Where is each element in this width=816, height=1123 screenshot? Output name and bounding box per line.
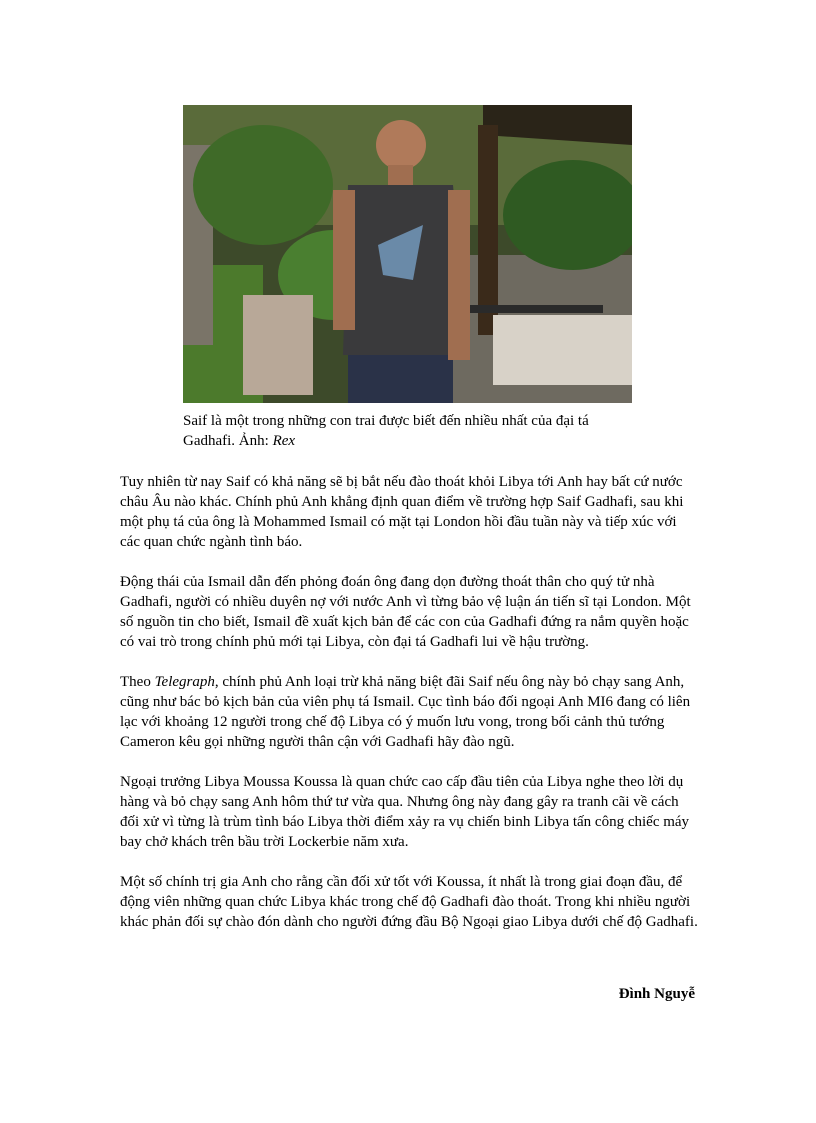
caption-credit: Rex xyxy=(272,433,296,449)
caption-text: Saif là một trong những con trai được biết đến nhiều nhất của đại tá Gadhafi. Ảnh: xyxy=(183,413,589,449)
author-name: Đình Nguyễ xyxy=(618,986,695,1002)
source-telegraph: Telegraph xyxy=(154,674,215,690)
photo-caption xyxy=(183,411,643,451)
article-body xyxy=(120,472,698,952)
paragraph-4: Ngoại trưởng Libya Moussa Koussa là quan chức cao cấp đầu tiên của Libya nghe theo lời dụ hàng và bỏ chạy sang Anh hôm thứ tư vừa qua. Nhưng ông này đang gây ra tranh cãi về cách đối xử vì từng là trùm tình báo Libya thời điểm xảy ra vụ chiến binh Libya tấn công chiếc máy bay chở khách trên bầu trời Lockerbie năm xưa. xyxy=(120,774,690,850)
paragraph-5: Một số chính trị gia Anh cho rằng cần đối xử tốt với Koussa, ít nhất là trong giai đoạn đầu, để động viên những quan chức Libya khác trong chế độ Gadhafi đào thoát. Trong khi nhiều người khác phản đối sự chào đón dành cho người đứng đầu Bộ Ngoại giao Libya dưới chế độ Gadhafi. xyxy=(120,874,698,930)
paragraph-1: Tuy nhiên từ nay Saif có khả năng sẽ bị bắt nếu đào thoát khỏi Libya tới Anh hay bất cứ nước châu Âu nào khác. Chính phủ Anh khẳng định quan điểm về trường hợp Saif Gadhafi, sau khi một phụ tá của ông là Mohammed Ismail có mặt tại London hồi đầu tuần này và tiếp xúc với các quan chức ngành tình báo. xyxy=(120,474,684,550)
portrait-photo-icon xyxy=(183,105,632,403)
paragraph-3 xyxy=(120,672,698,752)
article-photo xyxy=(183,105,632,403)
paragraph-3-prefix: Theo xyxy=(120,674,155,690)
paragraph-3-rest: , chính phủ Anh loại trừ khả năng biệt đãi Saif nếu ông này bỏ chạy sang Anh, cũng như bác bỏ kịch bản của viên phụ tá Ismail. Cục tình báo đối ngoại Anh MI6 đang có liên lạc với khoảng 12 người trong chế độ Libya có ý muốn lưu vong, trong bối cảnh thủ tướng Cameron kêu gọi những người thân cận với Gadhafi hãy đào ngũ. xyxy=(120,674,691,750)
paragraph-2: Động thái của Ismail dẫn đến phỏng đoán ông đang dọn đường thoát thân cho quý tử nhà Gadhafi, người có nhiều duyên nợ với nước Anh vì từng bảo vệ luận án tiến sĩ tại London. Một số nguồn tin cho biết, Ismail đề xuất kịch bản để các con của Gadhafi đứng ra nắm quyền hoặc có vai trò trong chính phủ mới tại Libya, còn đại tá Gadhafi lui về hậu trường. xyxy=(120,574,691,650)
